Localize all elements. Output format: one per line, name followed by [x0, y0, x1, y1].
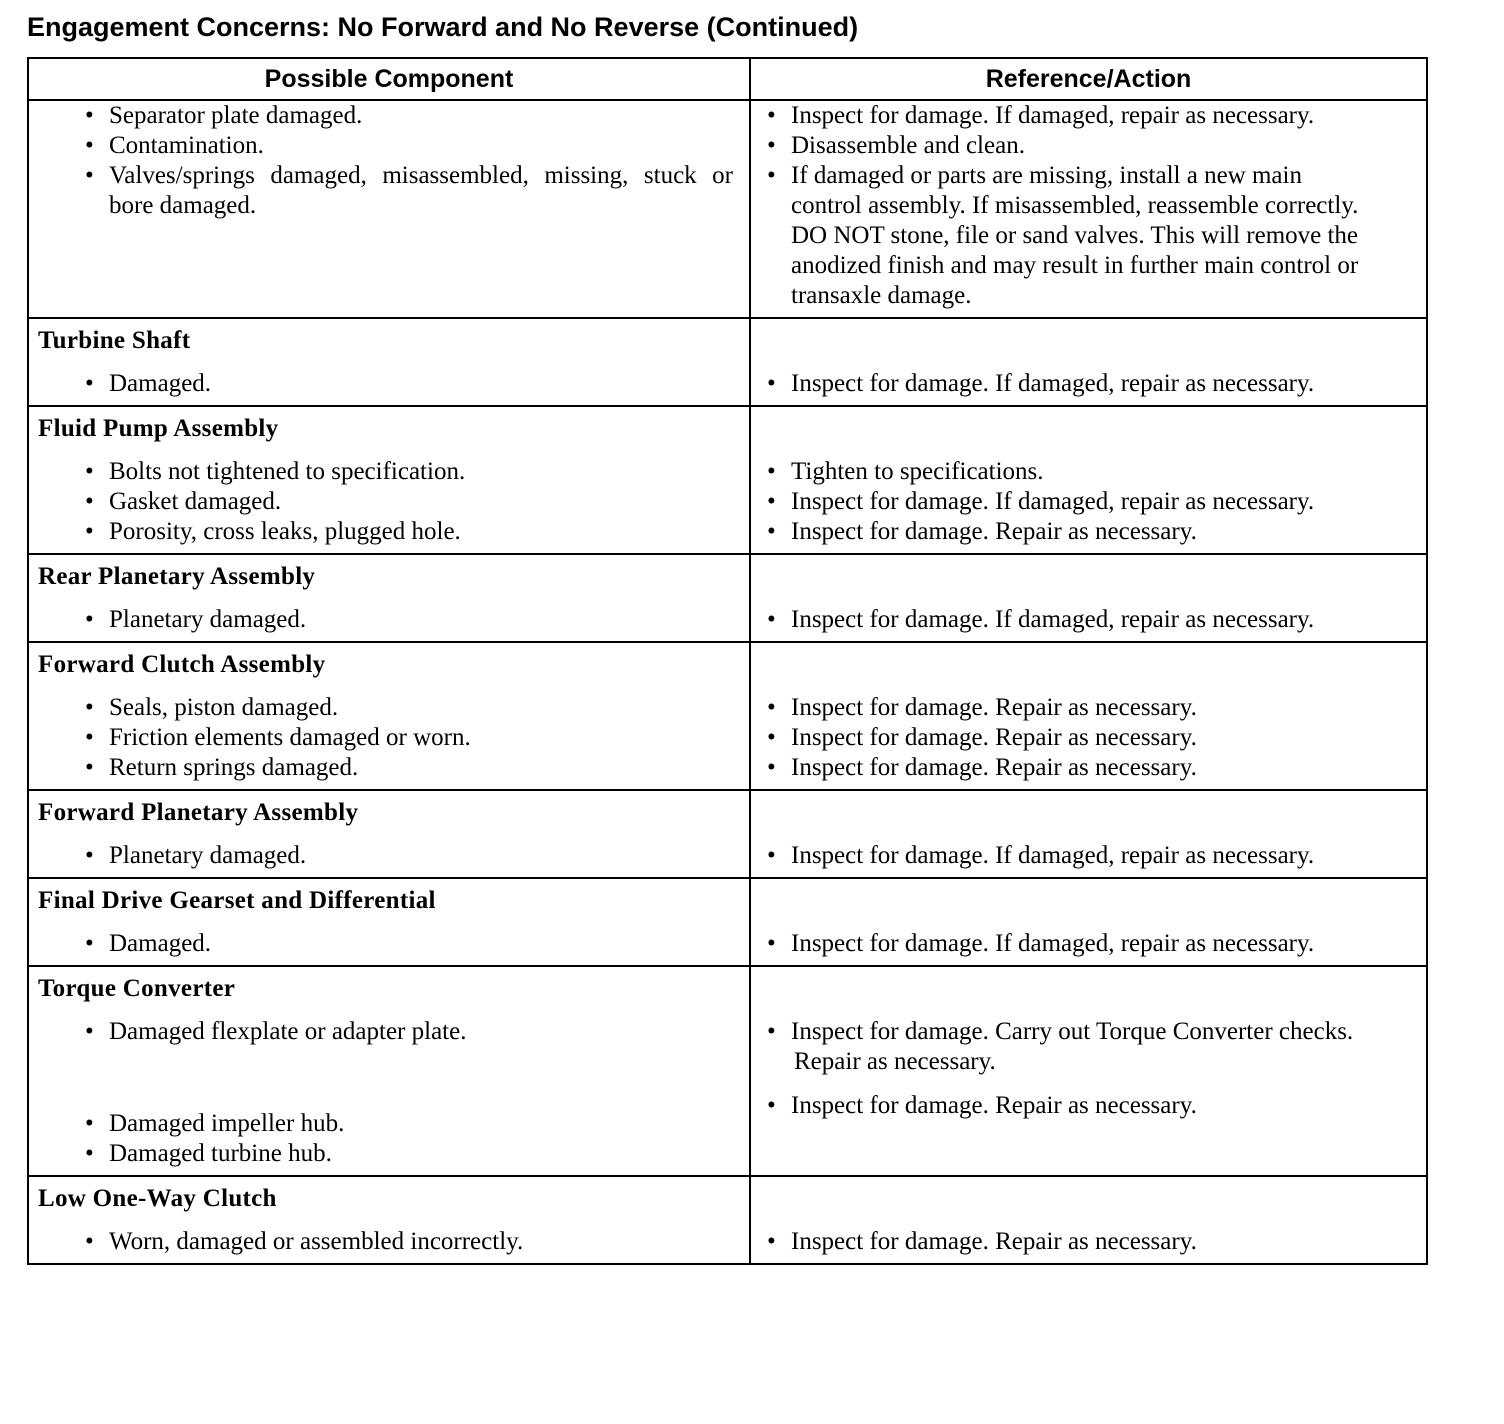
component-cell — [28, 966, 750, 1176]
group-title: Forward Clutch Assembly — [38, 651, 326, 678]
list-item: • Inspect for damage. Repair as necessary. — [751, 1091, 1418, 1121]
list-item: • Tighten to specifications. — [751, 457, 1418, 487]
table-row — [28, 878, 1427, 966]
list-item: • Contamination. — [29, 131, 741, 161]
list-item: • Gasket damaged. — [29, 487, 741, 517]
list-item: • Planetary damaged. — [29, 841, 741, 871]
table-row — [28, 966, 1427, 1176]
component-cell — [28, 100, 750, 318]
list-item: • Separator plate damaged. — [29, 101, 741, 131]
list-item: • Inspect for damage. Carry out Torque Converter checks. — [751, 1017, 1418, 1047]
diagnosis-table — [27, 57, 1428, 1265]
list-item: • Planetary damaged. — [29, 605, 741, 635]
action-cell — [750, 554, 1427, 642]
component-cell — [28, 790, 750, 878]
action-cell — [750, 318, 1427, 406]
table-row — [28, 554, 1427, 642]
list-item: • Friction elements damaged or worn. — [29, 723, 741, 753]
table-row — [28, 642, 1427, 790]
table-row — [28, 100, 1427, 318]
list-item: • Damaged turbine hub. — [29, 1139, 741, 1169]
list-item: • Inspect for damage. Repair as necessary. — [751, 517, 1418, 547]
list-item: • Inspect for damage. Repair as necessary. — [751, 723, 1418, 753]
list-item: • Porosity, cross leaks, plugged hole. — [29, 517, 741, 547]
component-cell — [28, 318, 750, 406]
group-title: Turbine Shaft — [38, 327, 191, 354]
list-item: • Damaged flexplate or adapter plate. — [29, 1017, 741, 1109]
list-item: • Inspect for damage. If damaged, repair as necessary. — [751, 487, 1418, 517]
list-item: • Bolts not tightened to specification. — [29, 457, 741, 487]
list-item: • Valves/springs damaged, misassembled, missing, stuck or bore damaged. — [29, 161, 741, 221]
list-item: • Inspect for damage. If damaged, repair as necessary. — [751, 101, 1418, 131]
list-item: • Inspect for damage. If damaged, repair as necessary. — [751, 369, 1418, 399]
component-cell — [28, 878, 750, 966]
action-cell — [750, 642, 1427, 790]
list-item: • Worn, damaged or assembled incorrectly. — [29, 1227, 741, 1257]
component-cell — [28, 642, 750, 790]
list-item: • Inspect for damage. If damaged, repair as necessary. — [751, 841, 1418, 871]
list-item: • Damaged impeller hub. — [29, 1109, 741, 1139]
list-item: • Inspect for damage. If damaged, repair as necessary. — [751, 605, 1418, 635]
header-reference-action: Reference/Action — [750, 58, 1427, 100]
list-item: • Damaged. — [29, 929, 741, 959]
group-title: Torque Converter — [38, 975, 236, 1002]
table-row — [28, 318, 1427, 406]
action-cell — [750, 790, 1427, 878]
list-item: • If damaged or parts are missing, install a new main control assembly. If misassembled, reassemble correctly. DO NOT stone, file or sand valves. This will remove the anodized finish and may result in further main control or transaxle damage. — [751, 161, 1418, 311]
component-cell — [28, 406, 750, 554]
list-item: • Inspect for damage. Repair as necessary. — [751, 693, 1418, 723]
component-cell — [28, 554, 750, 642]
group-title: Final Drive Gearset and Differential — [38, 887, 436, 914]
action-cell — [750, 966, 1427, 1176]
list-item: • Inspect for damage. Repair as necessary. — [751, 753, 1418, 783]
group-title: Forward Planetary Assembly — [38, 799, 359, 826]
list-item: • Disassemble and clean. — [751, 131, 1418, 161]
group-title: Fluid Pump Assembly — [38, 415, 279, 442]
list-item: • Inspect for damage. If damaged, repair as necessary. — [751, 929, 1418, 959]
table-row — [28, 1176, 1427, 1264]
header-possible-component: Possible Component — [28, 58, 750, 100]
action-cell — [750, 1176, 1427, 1264]
table-row — [28, 406, 1427, 554]
list-item: • Damaged. — [29, 369, 741, 399]
action-cell — [750, 878, 1427, 966]
action-cell — [750, 100, 1427, 318]
group-title: Low One-Way Clutch — [38, 1185, 277, 1212]
table-header-row — [28, 58, 1427, 100]
list-item-continuation: Repair as necessary. — [794, 1048, 996, 1075]
action-cell — [750, 406, 1427, 554]
component-cell — [28, 1176, 750, 1264]
list-item: • Seals, piston damaged. — [29, 693, 741, 723]
page-title: Engagement Concerns: No Forward and No Reverse (Continued) — [27, 12, 859, 42]
table-row — [28, 790, 1427, 878]
group-title: Rear Planetary Assembly — [38, 563, 316, 590]
list-item: • Return springs damaged. — [29, 753, 741, 783]
list-item: • Inspect for damage. Repair as necessary. — [751, 1227, 1418, 1257]
